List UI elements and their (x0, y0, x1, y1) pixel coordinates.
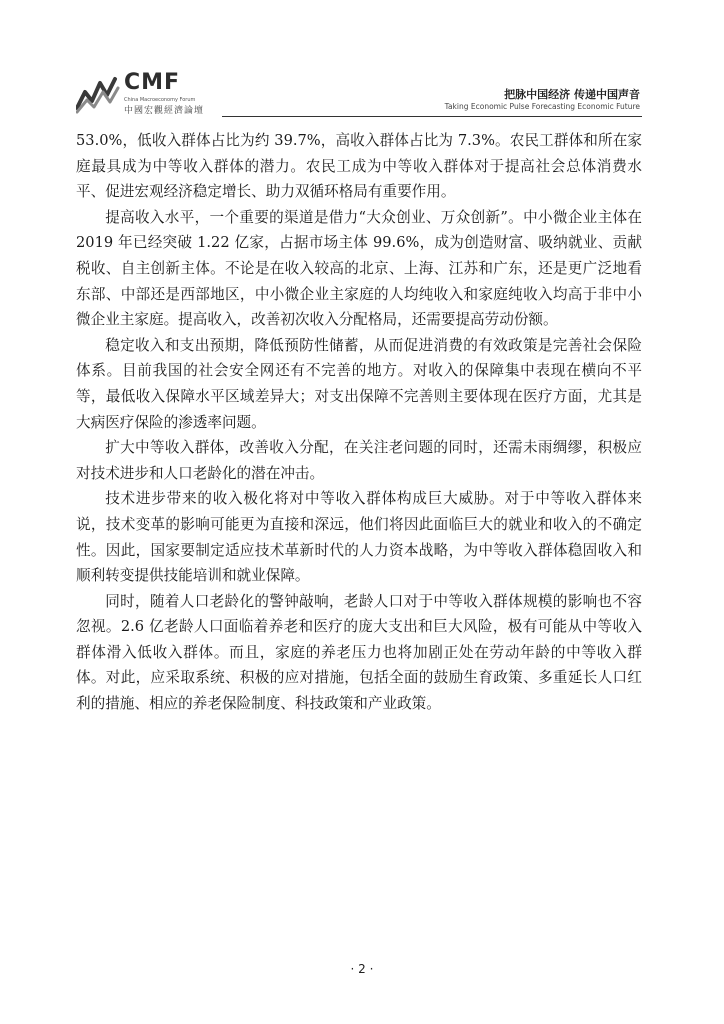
header-slogan-en: Taking Economic Pulse Forecasting Economic Future (444, 102, 640, 111)
logo-title: CMF (124, 70, 181, 95)
paragraph: 提高收入水平，一个重要的渠道是借力“大众创业、万众创新”。中小微企业主体在 2019 年已经突破 1.22 亿家，占据市场主体 99.6%，成为创造财富、吸纳就业、贡献税收、自主创新主体。不论是在收入较高的北京、上海、江苏和广东，还是更广泛地看东部、中部还是西部地区，中小微企业主家庭的人均纯收入和家庭纯收入均高于非中小微企业主家庭。提高收入，改善初次收入分配格局，还需要提高劳动份额。 (76, 208, 642, 329)
paragraph: 稳定收入和支出预期，降低预防性储蓄，从而促进消费的有效政策是完善社会保险体系。目前我国的社会安全网还有不完善的地方。对收入的保障集中表现在横向不平等，最低收入保障水平区域差异大；对支出保障不完善则主要体现在医疗方面，尤其是大病医疗保险的渗透率问题。 (76, 336, 642, 431)
header-slogan-cn: 把脉中国经济 传递中国声音 (504, 88, 640, 101)
page-number: · 2 · (350, 962, 374, 976)
paragraph: 技术进步带来的收入极化将对中等收入群体构成巨大威胁。对于中等收入群体来说，技术变革的影响可能更为直接和深远，他们将因此面临巨大的就业和收入的不确定性。因此，国家要制定适应技术革新时代的人力资本战略，为中等收入群体稳固收入和顺利转变提供技能培训和就业保障。 (76, 490, 642, 585)
article-body (76, 128, 642, 717)
logo-subtitle-en: China Macroeconomy Forum (124, 97, 196, 103)
mountain-chart-icon (76, 74, 120, 114)
header-divider (222, 116, 642, 117)
paragraph: 53.0%，低收入群体占比为约 39.7%，高收入群体占比为 7.3%。农民工群体和所在家庭最具成为中等收入群体的潜力。农民工成为中等收入群体对于提高社会总体消费水平、促进宏观经济稳定增长、助力双循环格局有重要作用。 (76, 132, 642, 201)
page-header (76, 70, 642, 118)
paragraph: 扩大中等收入群体，改善收入分配，在关注老问题的同时，还需未雨绸缪，积极应对技术进步和人口老龄化的潜在冲击。 (76, 439, 642, 482)
cmf-logo (76, 70, 226, 118)
logo-subtitle-cn: 中國宏觀經濟論壇 (124, 106, 205, 116)
paragraph: 同时，随着人口老龄化的警钟敲响，老龄人口对于中等收入群体规模的影响也不容忽视。2.6 亿老龄人口面临着养老和医疗的庞大支出和巨大风险，极有可能从中等收入群体滑入低收入群体。而且，家庭的养老压力也将加剧正处在劳动年龄的中等收入群体。对此，应采取系统、积极的应对措施，包括全面的鼓励生育政策、多重延长人口红利的措施、相应的养老保险制度、科技政策和产业政策。 (76, 592, 642, 713)
